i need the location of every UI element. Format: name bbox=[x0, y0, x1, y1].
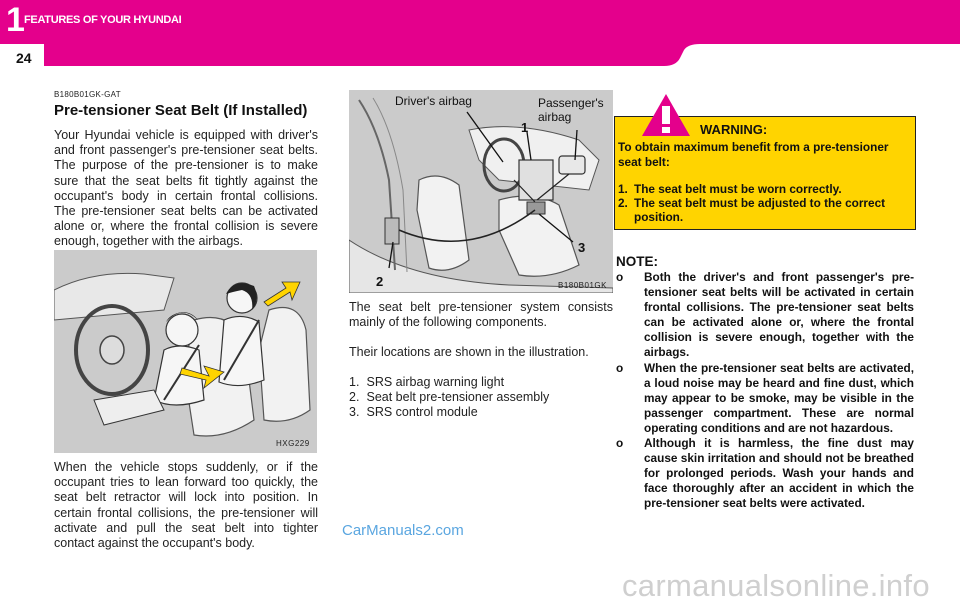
callout-passenger-airbag-line1: Passenger's bbox=[538, 96, 604, 110]
callout-number-3: 3 bbox=[578, 240, 586, 255]
warning-title: WARNING: bbox=[700, 122, 768, 137]
figure-code-right: B180B01GK bbox=[558, 281, 607, 290]
section-title: Pre-tensioner Seat Belt (If Installed) bbox=[54, 102, 308, 119]
list-item: o When the pre-tensioner seat belts are activated, a loud noise may be heard and fine dust, which may appear to be smoke, may be visible in the passenger compartment. These are normal operating conditions and are not hazardous. bbox=[616, 360, 914, 435]
callout-number-2: 2 bbox=[376, 274, 384, 289]
list-item: o Both the driver's and front passenger's pre-tensioner seat belts will be activated in certain frontal collisions. The pre-tensioner seat belts can be activated alone or, where the frontal collision is severe enough, together with the airbags. bbox=[616, 270, 914, 360]
list-item: 1. The seat belt must be worn correctly. bbox=[618, 182, 842, 196]
note-title: NOTE: bbox=[616, 254, 658, 269]
chapter-number: 1 bbox=[6, 1, 25, 39]
figure-code-left: HXG229 bbox=[276, 439, 310, 448]
list-item: o Although it is harmless, the fine dust may cause skin irritation and should not be breathed for prolonged periods. Wash your hands and face thoroughly after an accident in which the pre-tensioner seat belts were activated. bbox=[616, 436, 914, 511]
list-item: 3. SRS control module bbox=[349, 405, 478, 420]
system-description: The seat belt pre-tensioner system consists mainly of the following components. bbox=[349, 300, 613, 330]
callout-passenger-airbag-line2: airbag bbox=[538, 110, 572, 124]
car-interior-figure bbox=[349, 90, 613, 293]
callout-drivers-airbag: Driver's airbag bbox=[395, 94, 472, 108]
exclamation-icon bbox=[640, 92, 692, 138]
page-number: 24 bbox=[16, 50, 32, 66]
list-item: 2. Seat belt pre-tensioner assembly bbox=[349, 390, 550, 405]
footer-watermark: carmanualsonline.info bbox=[622, 568, 930, 603]
list-item: 2. The seat belt must be adjusted to the correct position. bbox=[618, 196, 886, 225]
retractor-paragraph: When the vehicle stops suddenly, or if the occupant tries to lean forward too quickly, the seat belt retractor will lock into position. In certain frontal collisions, the pre-tensioner will activate and pull the seat belt into tighter contact against the occupant's body. bbox=[54, 460, 318, 551]
warning-intro: To obtain maximum benefit from a pre-tensioner seat belt: bbox=[618, 140, 889, 169]
warning-list bbox=[618, 182, 914, 225]
list-item: 1. SRS airbag warning light bbox=[349, 375, 505, 389]
site-watermark[interactable]: CarManuals2.com bbox=[342, 522, 464, 539]
components-list bbox=[349, 375, 613, 421]
chapter-title: FEATURES OF YOUR HYUNDAI bbox=[24, 14, 182, 26]
section-code: B180B01GK-GAT bbox=[54, 90, 121, 99]
car-interior-illustration-icon bbox=[349, 90, 613, 293]
callout-number-1: 1 bbox=[521, 120, 529, 135]
locations-text: Their locations are shown in the illustration. bbox=[349, 345, 589, 359]
intro-paragraph: Your Hyundai vehicle is equipped with driver's and front passenger's pre-tensioner seat belts. The purpose of the pre-tensioner is to make sure that the seat belts fit tightly against the occupant's body in certain frontal collisions. The pre-tensioner seat belts can be activated alone or, where the frontal collision is severe enough, together with the airbags. bbox=[54, 128, 318, 249]
note-list bbox=[616, 270, 914, 512]
occupants-illustration-icon bbox=[54, 250, 317, 453]
occupants-figure bbox=[54, 250, 317, 453]
chapter-header-band bbox=[0, 0, 960, 68]
